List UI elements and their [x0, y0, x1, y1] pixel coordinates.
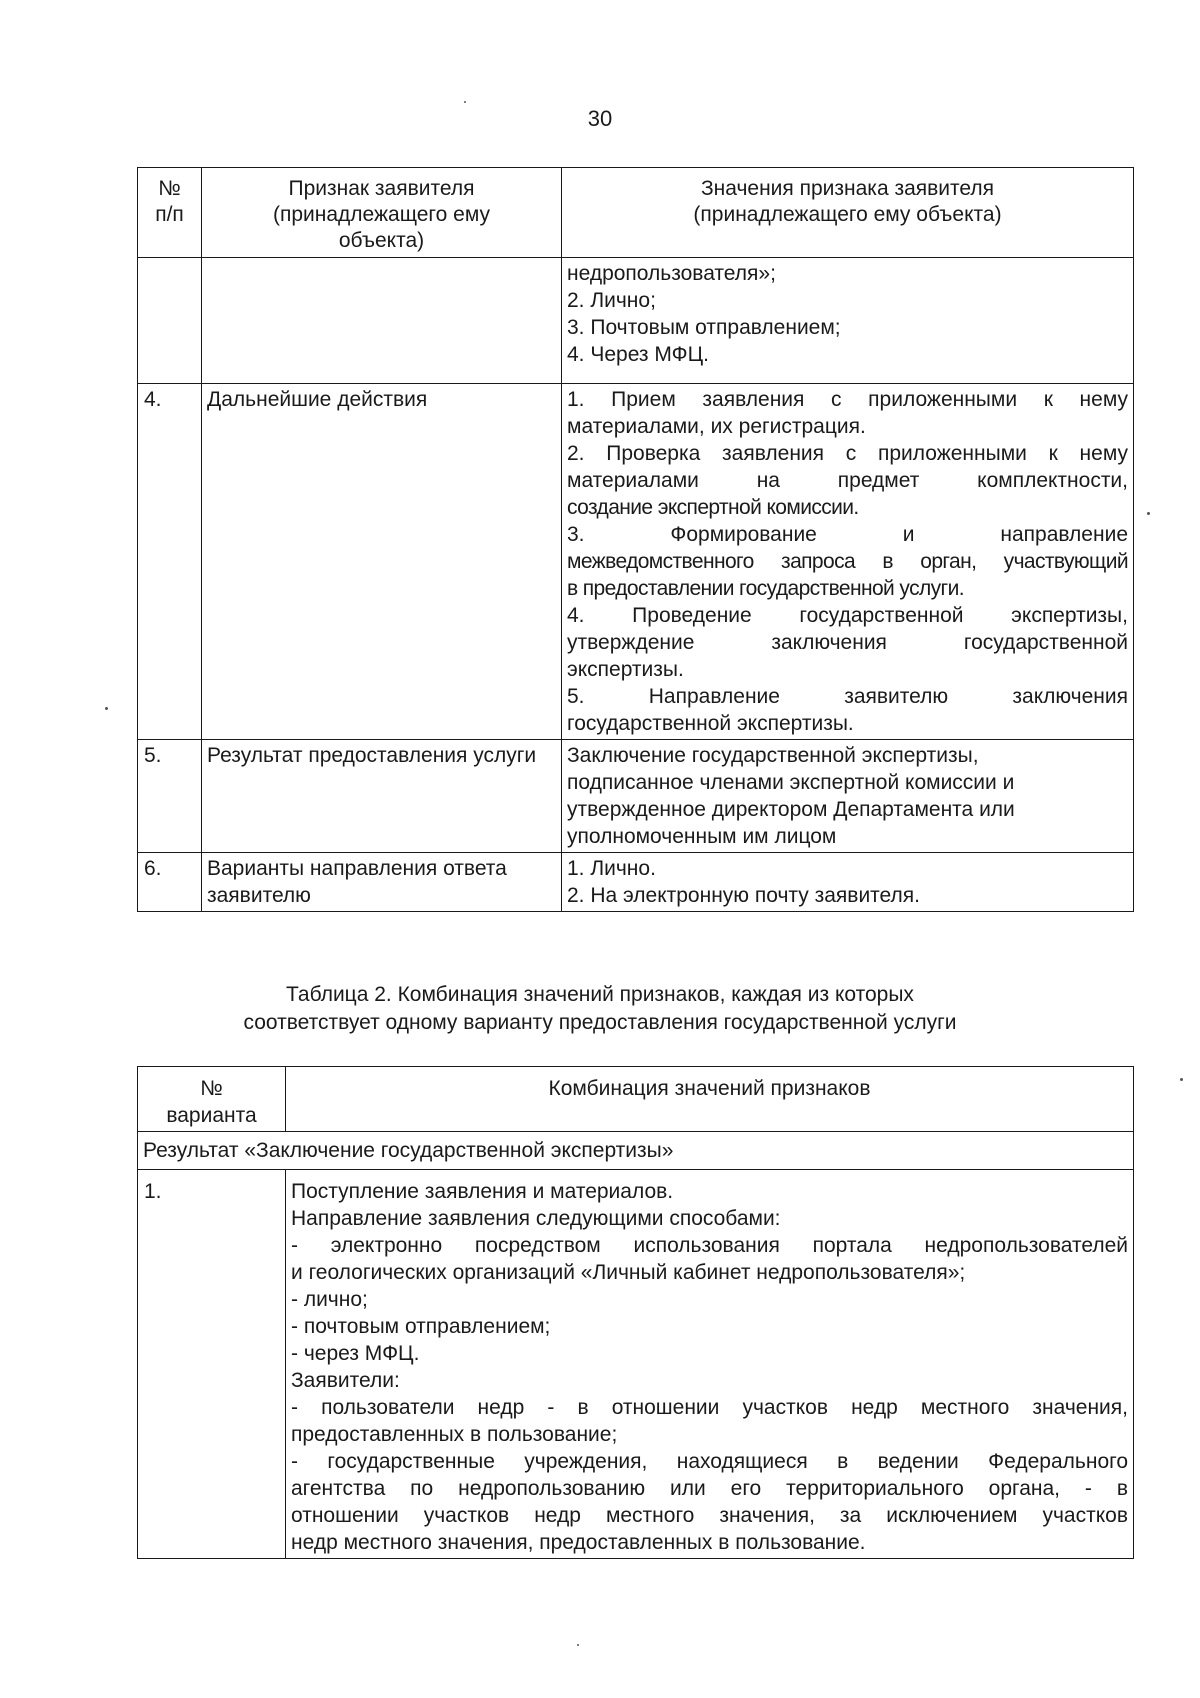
- table-row: [138, 384, 1134, 740]
- value-line: материалами на предмет комплектности,: [567, 469, 1128, 492]
- scan-speck: [105, 707, 108, 710]
- header-values: [562, 168, 1134, 258]
- combination-line: - электронно посредством использования портала недропользователей: [291, 1234, 1128, 1257]
- table-header-row: [138, 168, 1134, 258]
- header-num-line: №: [158, 177, 181, 200]
- combination-line: - почтовым отправлением;: [291, 1315, 551, 1338]
- combination-line: - лично;: [291, 1288, 368, 1311]
- header-values-line: Значения признака заявителя: [700, 177, 995, 200]
- scan-speck: [577, 1644, 579, 1646]
- combination-line: недр местного значения, предоставленных в пользование.: [291, 1531, 866, 1554]
- header-feature-line: объекта): [338, 229, 425, 252]
- value-line: уполномоченным им лицом: [567, 825, 837, 848]
- value-line: утвержденное директором Департамента или: [567, 798, 1015, 821]
- value-line: 1. Прием заявления с приложенными к нему: [567, 388, 1128, 411]
- combination-line: предоставленных в пользование;: [291, 1423, 618, 1446]
- value-line: 3. Формирование и направление: [567, 523, 1128, 546]
- combination-line: Поступление заявления и материалов.: [291, 1180, 674, 1203]
- value-line: 2. Проверка заявления с приложенными к нему: [567, 442, 1128, 465]
- header-feature-line: Признак заявителя: [288, 177, 475, 200]
- combination-line: и геологических организаций «Личный кабинет недропользователя»;: [291, 1261, 966, 1284]
- header-num-line: п/п: [155, 203, 184, 226]
- table-row: [138, 740, 1134, 853]
- row-num-cell: 1.: [138, 1170, 286, 1559]
- header-values-line: (принадлежащего ему объекта): [693, 203, 1002, 226]
- value-line: 2. Лично;: [567, 289, 656, 312]
- combination-line: Направление заявления следующими способами:: [291, 1207, 781, 1230]
- value-line: государственной экспертизы.: [567, 712, 854, 735]
- combination-line: отношении участков недр местного значения, за исключением участков: [291, 1504, 1128, 1527]
- row-feature-cell: Дальнейшие действия: [202, 384, 562, 740]
- row-feature-cell: [202, 258, 562, 384]
- value-line: 4. Через МФЦ.: [567, 343, 709, 366]
- value-line: утверждение заключения государственной: [567, 631, 1128, 654]
- page-number: 30: [587, 106, 613, 131]
- table2-caption: [0, 981, 1200, 1037]
- value-line: 2. На электронную почту заявителя.: [567, 884, 921, 907]
- row-feature-cell: Результат предоставления услуги: [202, 740, 562, 853]
- table-row: [138, 1170, 1134, 1559]
- group-row: [138, 1132, 1134, 1170]
- header-feature-line: (принадлежащего ему: [272, 203, 490, 226]
- header-variant-num: [138, 1067, 286, 1132]
- value-line: межведомственного запроса в орган, участвующий: [567, 550, 1128, 573]
- value-line: 3. Почтовым отправлением;: [567, 316, 841, 339]
- value-line: создание экспертной комиссии.: [567, 496, 859, 519]
- value-line: недропользователя»;: [567, 262, 776, 285]
- header-feature: [202, 168, 562, 258]
- header-combination: Комбинация значений признаков: [286, 1067, 1134, 1132]
- combination-line: агентства по недропользованию или его территориального органа, - в: [291, 1477, 1128, 1500]
- row-values-cell: [562, 258, 1134, 384]
- row-num-cell: 5.: [138, 740, 202, 853]
- value-line: подписанное членами экспертной комиссии и: [567, 771, 1015, 794]
- value-line: Заключение государственной экспертизы,: [567, 744, 979, 767]
- scan-speck: [1147, 512, 1150, 515]
- scan-speck: [1180, 1078, 1183, 1081]
- header-variant-line: варианта: [166, 1104, 257, 1127]
- row-num-cell: 4.: [138, 384, 202, 740]
- table-row: [138, 853, 1134, 912]
- caption-line: Таблица 2. Комбинация значений признаков, каждая из которых: [286, 983, 914, 1006]
- row-feature-cell: Варианты направления ответа заявителю: [202, 853, 562, 912]
- applicant-features-table: [137, 167, 1134, 912]
- value-line: 5. Направление заявителю заключения: [567, 685, 1128, 708]
- row-values-cell: [562, 740, 1134, 853]
- combination-line: - пользователи недр - в отношении участков недр местного значения,: [291, 1396, 1128, 1419]
- row-num-cell: 6.: [138, 853, 202, 912]
- row-combination-cell: [286, 1170, 1134, 1559]
- value-line: материалами, их регистрация.: [567, 415, 866, 438]
- scan-speck: [464, 101, 466, 103]
- combination-line: - через МФЦ.: [291, 1342, 420, 1365]
- combination-line: - государственные учреждения, находящиеся в ведении Федерального: [291, 1450, 1128, 1473]
- value-line: экспертизы.: [567, 658, 684, 681]
- value-line: 4. Проведение государственной экспертизы,: [567, 604, 1128, 627]
- combination-table: [137, 1066, 1134, 1559]
- row-values-cell: [562, 853, 1134, 912]
- table-header-row: [138, 1067, 1134, 1132]
- value-line: в предоставлении государственной услуги.: [567, 577, 964, 600]
- group-row-cell: Результат «Заключение государственной экспертизы»: [138, 1132, 1134, 1170]
- combination-line: Заявители:: [291, 1369, 400, 1392]
- table-row: [138, 258, 1134, 384]
- row-values-cell: [562, 384, 1134, 740]
- caption-line: соответствует одному варианту предоставления государственной услуги: [243, 1011, 957, 1034]
- header-variant-line: №: [200, 1077, 223, 1100]
- row-num-cell: [138, 258, 202, 384]
- value-line: 1. Лично.: [567, 857, 656, 880]
- header-num: [138, 168, 202, 258]
